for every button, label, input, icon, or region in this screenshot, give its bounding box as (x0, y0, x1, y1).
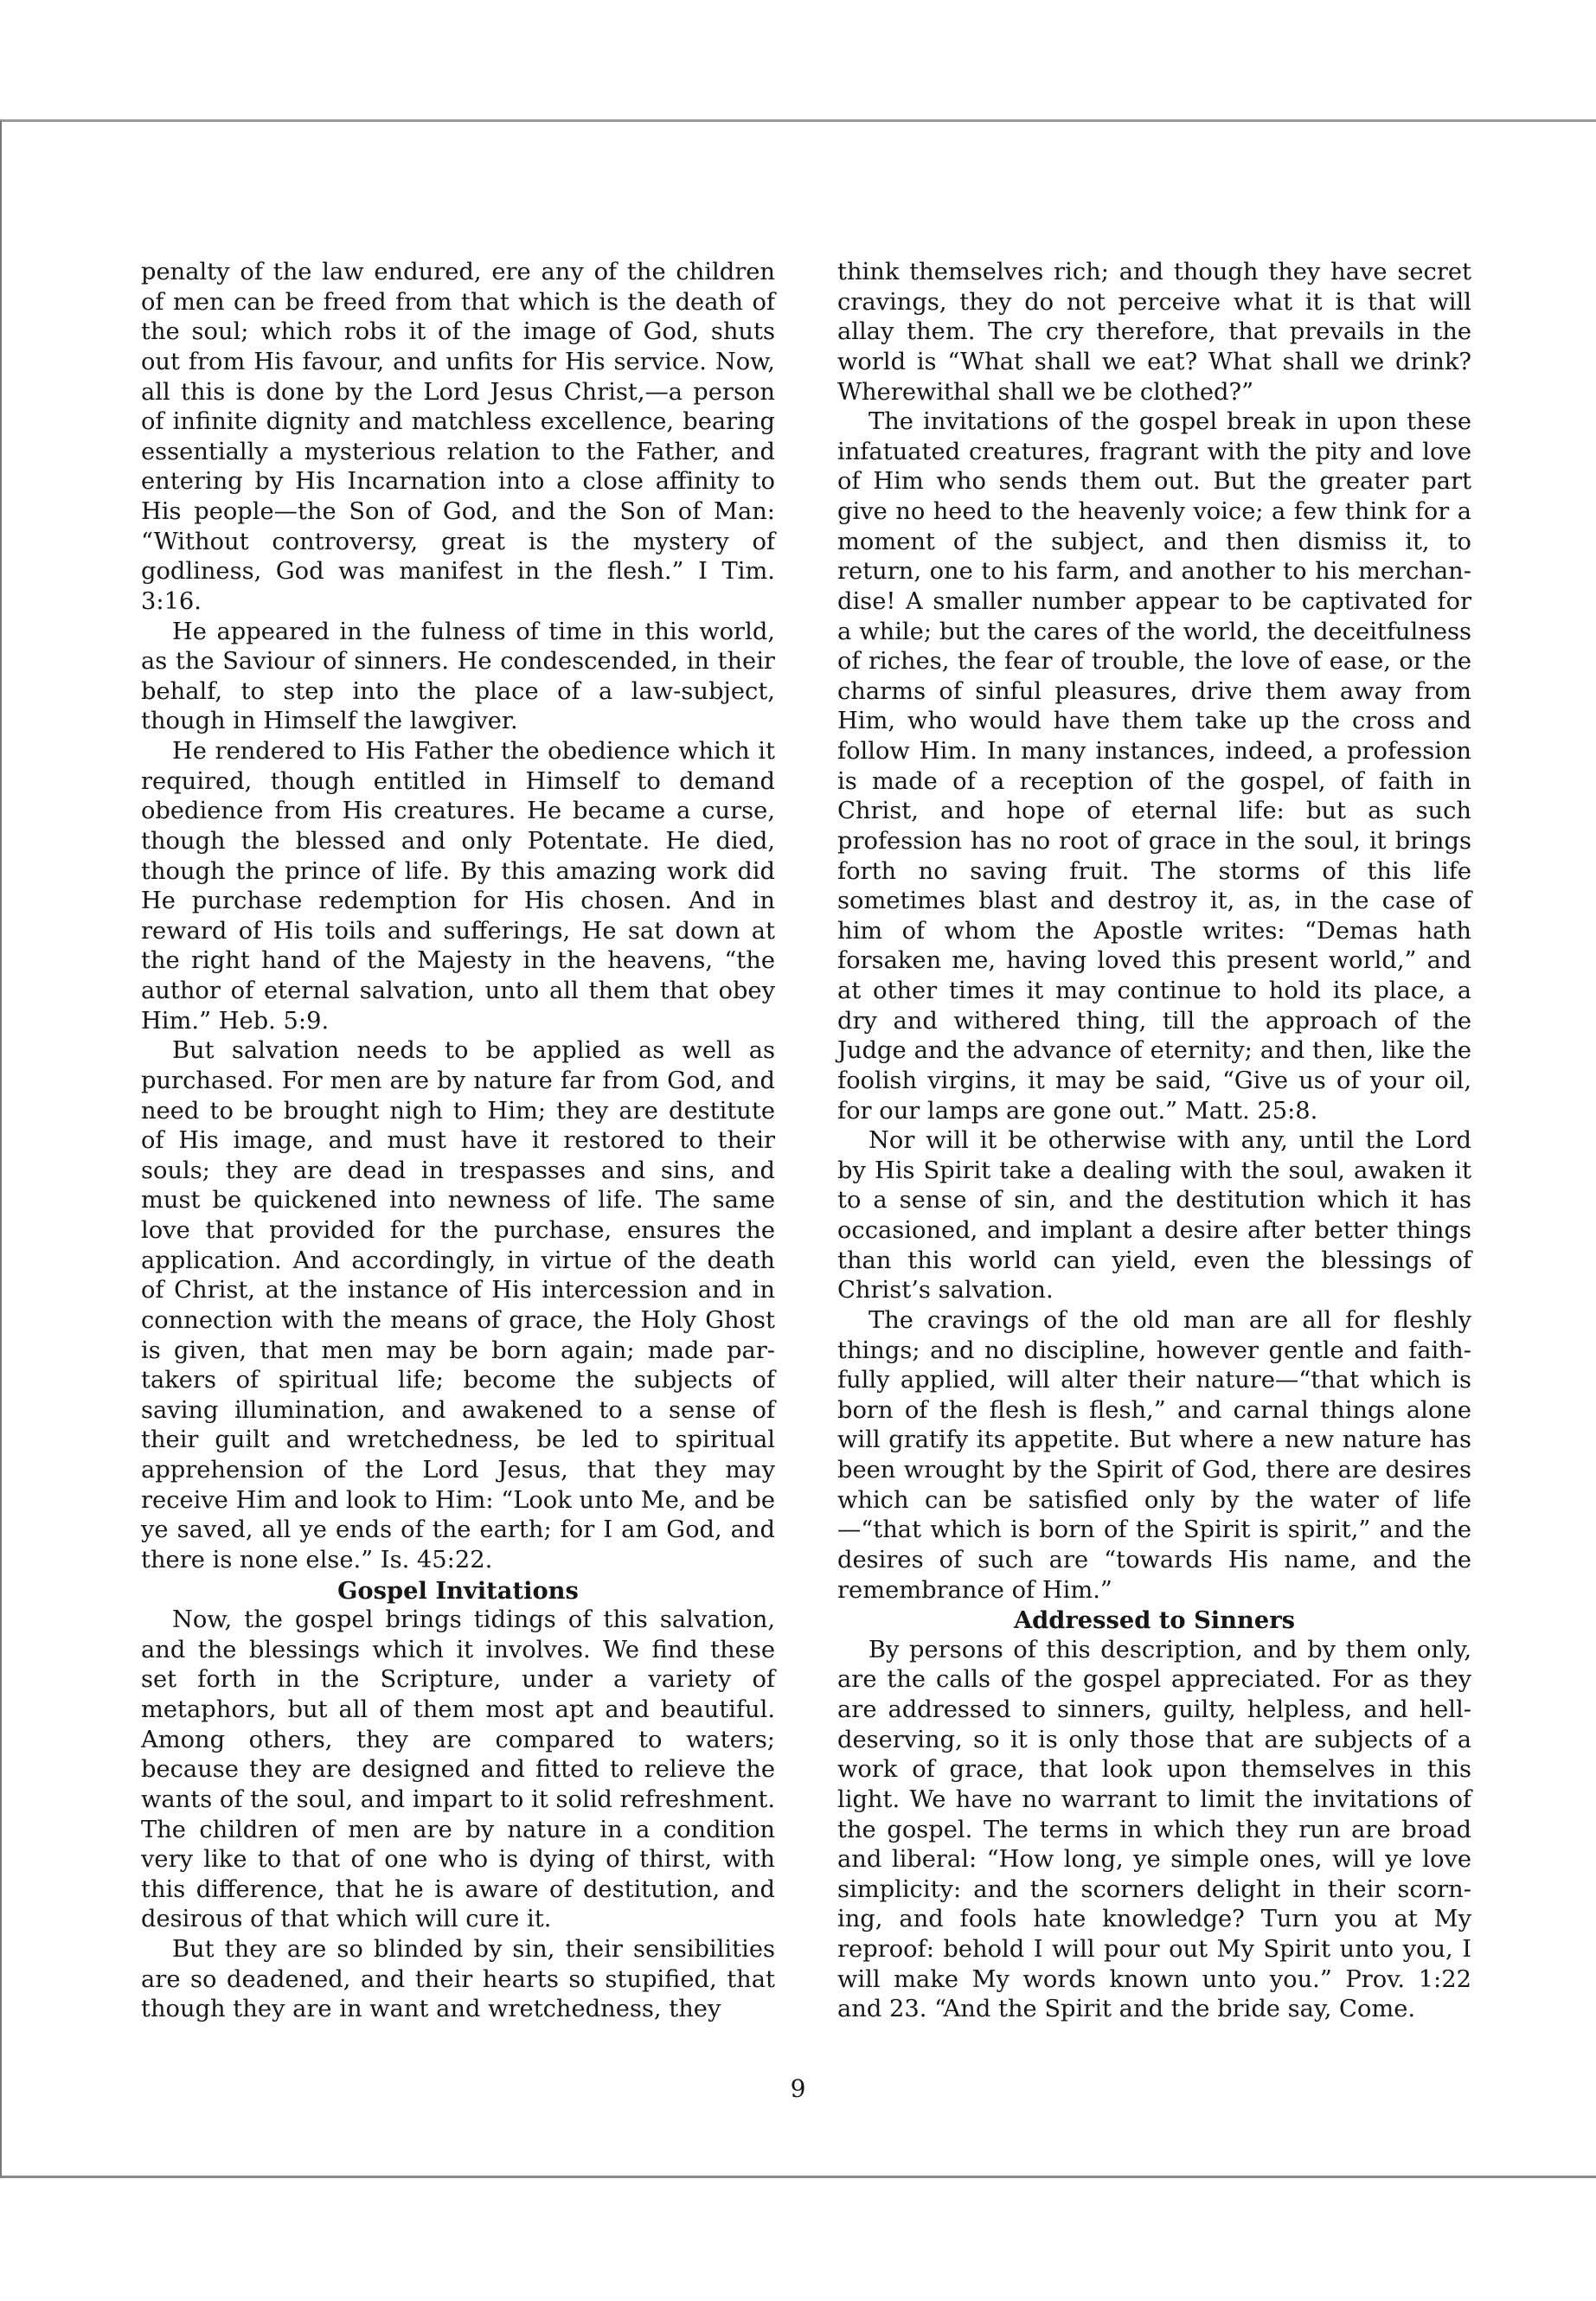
paragraph: He appeared in the fulness of time in this world, as the Saviour of sinners. He condescended, in their behalf, to step into the place of a law-subject, though in Himself the lawgiver. (141, 618, 775, 735)
section-heading-gospel-invitations: Gospel Invitations (337, 1576, 579, 1605)
paragraph: But they are so blinded by sin, their sensibilities are so deadened, and their hearts so stupified, that though they are in want and wretchedness, they (141, 1936, 775, 2023)
paragraph: think themselves rich; and though they have secret cravings, they do not perceive what it is that will allay them. The cry therefore, that prevails in the world is “What shall we eat? What shall we drink? Wherewithal shall we be clothed?” (837, 259, 1471, 406)
paragraph: The cravings of the old man are all for fleshly things; and no discipline, however gentle and faithfully applied, will alter their nature—“that which is born of the flesh is flesh,” and carnal things alone will gratify its appetite. But where a new nature has been wrought by the Spirit of God, there are desires which can be satisfied only by the water of life—“that which is born of the Spirit is spirit,” and the desires of such are “towards His name, and the remembrance of Him.” (837, 1306, 1471, 1604)
section-heading-addressed-to-sinners: Addressed to Sinners (1013, 1606, 1295, 1635)
paragraph: penalty of the law endured, ere any of the children of men can be freed from that which is the death of the soul; which robs it of the image of God, shuts out from His favour, and unfits for His service. Now, all this is done by the Lord Jesus Christ,—a person of infinite dignity and matchless excellence, bearing essentially a mysterious relation to the Father, and entering by His Incarnation into a close affinity to His people—the Son of God, and the Son of Man: “Without controversy, great is the mystery of godliness, God was manifest in the flesh.” I Tim. 3:16. (141, 259, 775, 615)
paragraph: Now, the gospel brings tidings of this salvation, and the blessings which it involves. We find these set forth in the Scripture, under a variety of metaphors, but all of them most apt and beautiful. Among others, they are compared to waters; because they are designed and fitted to relieve the wants of the soul, and impart to it solid refreshment. The children of men are by nature in a condition very like to that of one who is dying of thirst, with this difference, that he is aware of destitution, and desirous of that which will cure it. (141, 1606, 775, 1933)
paragraph: He rendered to His Father the obedience which it required, though entitled in Himself to demand obedience from His creatures. He became a curse, though the blessed and only Potentate. He died, though the prince of life. By this amazing work did He purchase redemption for His chosen. And in reward of His toils and sufferings, He sat down at the right hand of the Majesty in the heavens, “the author of eternal salvation, unto all them that obey Him.” Heb. 5:9. (141, 738, 775, 1035)
paragraph: The invitations of the gospel break in upon these infatuated creatures, fragrant with the pity and love of Him who sends them out. But the greater part give no heed to the heavenly voice; a few think for a moment of the subject, and then dismiss it, to return, one to his farm, and another to his merchandise! A smaller number appear to be captivated for a while; but the cares of the world, the deceitfulness of riches, the fear of trouble, the love of ease, or the charms of sinful pleasures, drive them away from Him, who would have them take up the cross and follow Him. In many instances, indeed, a profession is made of a reception of the gospel, of faith in Christ, and hope of eternal life: but as such profession has no root of grace in the soul, it brings forth no saving fruit. The storms of this life sometimes blast and destroy it, as, in the case of him of whom the Apostle writes: “Demas hath forsaken me, having loved this present world,” and at other times it may continue to hold its place, a dry and withered thing, till the approach of the Judge and the advance of eternity; and then, like the foolish virgins, it may be said, “Give us of your oil, for our lamps are gone out.” Matt. 25:8. (837, 408, 1471, 1125)
paragraph: Nor will it be otherwise with any, until the Lord by His Spirit take a dealing with the soul, awaken it to a sense of sin, and the destitution which it has occasioned, and implant a desire after better things than this world can yield, even the blessings of Christ’s salvation. (837, 1127, 1471, 1304)
right-column (837, 258, 1471, 2025)
left-column (141, 258, 775, 2025)
page-number: 9 (790, 2074, 806, 2103)
paragraph: But salvation needs to be applied as well as purchased. For men are by nature far from God, and need to be brought nigh to Him; they are destitute of His image, and must have it restored to their souls; they are dead in trespasses and sins, and must be quickened into newness of life. The same love that provided for the purchase, ensures the application. And accordingly, in virtue of the death of Christ, at the instance of His intercession and in connection with the means of grace, the Holy Ghost is given, that men may be born again; made partakers of spiritual life; become the subjects of saving illumination, and awakened to a sense of their guilt and wretchedness, be led to spiritual apprehension of the Lord Jesus, that they may receive Him and look to Him: “Look unto Me, and be ye saved, all ye ends of the earth; for I am God, and there is none else.” Is. 45:22. (141, 1037, 775, 1574)
paragraph: By persons of this description, and by them only, are the calls of the gospel appreciated. For as they are addressed to sinners, guilty, helpless, and hell-deserving, so it is only those that are subjects of a work of grace, that look upon themselves in this light. We have no warrant to limit the invitations of the gospel. The terms in which they run are broad and liberal: “How long, ye simple ones, will ye love simplicity: and the scorners delight in their scorning, and fools hate knowledge? Turn you at My reproof: behold I will pour out My Spirit unto you, I will make My words known unto you.” Prov. 1:22 and 23. “And the Spirit and the bride say, Come. (837, 1636, 1471, 2023)
